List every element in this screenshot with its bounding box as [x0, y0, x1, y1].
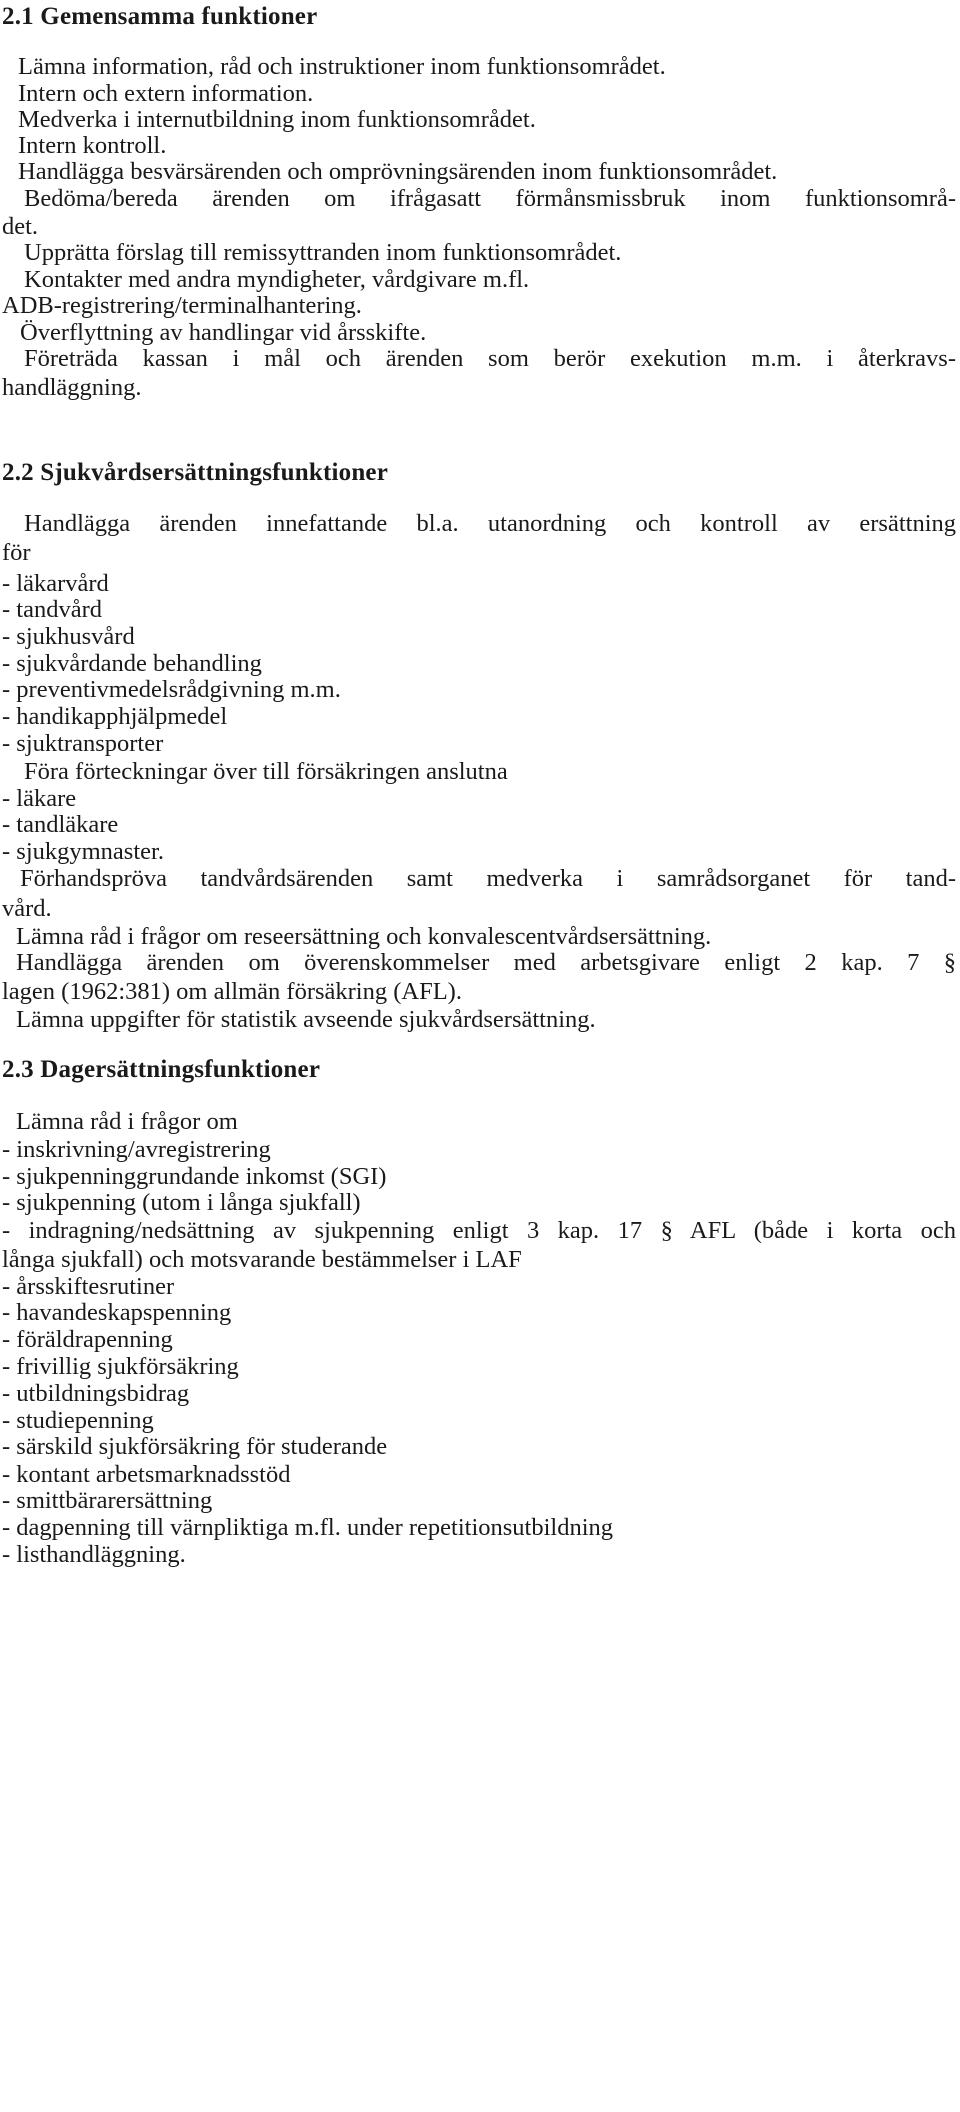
paragraph-line: - havandeskapspenning: [2, 1299, 232, 1326]
paragraph-line: Kontakter med andra myndigheter, vårdgivare m.fl.: [24, 266, 530, 293]
paragraph-line: Lämna information, råd och instruktioner inom funktionsområdet.: [18, 53, 666, 80]
paragraph-line: Handlägga ärenden om överenskommelser med arbetsgivare enligt 2 kap. 7 §: [16, 949, 956, 976]
paragraph-line: Lämna uppgifter för statistik avseende sjukvårdsersättning.: [16, 1006, 596, 1033]
paragraph-line: långa sjukfall) och motsvarande bestämmelser i LAF: [2, 1246, 522, 1273]
paragraph-line: Bedöma/bereda ärenden om ifrågasatt förmånsmissbruk inom funktionsområ-: [24, 185, 956, 212]
paragraph-line: Intern kontroll.: [18, 132, 167, 159]
paragraph-line: - preventivmedelsrådgivning m.m.: [2, 676, 341, 703]
paragraph-line: - läkarvård: [2, 570, 109, 597]
paragraph-line: - indragning/nedsättning av sjukpenning enligt 3 kap. 17 § AFL (både i korta och: [2, 1217, 956, 1244]
paragraph-line: - särskild sjukförsäkring för studerande: [2, 1433, 388, 1460]
section-heading: 2.1 Gemensamma funktioner: [2, 3, 318, 30]
paragraph-line: Företräda kassan i mål och ärenden som berör exekution m.m. i återkravs-: [24, 345, 956, 372]
paragraph-line: ADB-registrering/terminalhantering.: [2, 292, 362, 319]
paragraph-line: - sjukpenning (utom i långa sjukfall): [2, 1189, 361, 1216]
paragraph-line: - dagpenning till värnpliktiga m.fl. under repetitionsutbildning: [2, 1514, 614, 1541]
paragraph-line: för: [2, 539, 31, 566]
paragraph-line: - inskrivning/avregistrering: [2, 1136, 271, 1163]
paragraph-line: - listhandläggning.: [2, 1541, 186, 1568]
paragraph-line: - handikapphjälpmedel: [2, 703, 228, 730]
paragraph-line: lagen (1962:381) om allmän försäkring (AFL).: [2, 978, 462, 1005]
paragraph-line: Handlägga ärenden innefattande bl.a. utanordning och kontroll av ersättning: [24, 510, 956, 537]
paragraph-line: - föräldrapenning: [2, 1326, 173, 1353]
paragraph-line: - kontant arbetsmarknadsstöd: [2, 1461, 291, 1488]
paragraph-line: - sjuktransporter: [2, 730, 164, 757]
paragraph-line: - frivillig sjukförsäkring: [2, 1353, 239, 1380]
paragraph-line: - läkare: [2, 785, 77, 812]
paragraph-line: Förhandspröva tandvårdsärenden samt medverka i samrådsorganet för tand-: [20, 865, 956, 892]
paragraph-line: Lämna råd i frågor om: [16, 1108, 238, 1135]
paragraph-line: - tandläkare: [2, 811, 119, 838]
paragraph-line: - smittbärarersättning: [2, 1487, 213, 1514]
paragraph-line: vård.: [2, 895, 52, 922]
section-heading: 2.2 Sjukvårdsersättningsfunktioner: [2, 459, 389, 486]
paragraph-line: Föra förteckningar över till försäkringen anslutna: [24, 758, 508, 785]
paragraph-line: - utbildningsbidrag: [2, 1380, 190, 1407]
paragraph-line: - studiepenning: [2, 1407, 154, 1434]
paragraph-line: - tandvård: [2, 596, 102, 623]
paragraph-line: Upprätta förslag till remissyttranden inom funktionsområdet.: [24, 239, 622, 266]
paragraph-line: - sjukvårdande behandling: [2, 650, 262, 677]
paragraph-line: Lämna råd i frågor om reseersättning och konvalescentvårdsersättning.: [16, 923, 712, 950]
paragraph-line: Intern och extern information.: [18, 80, 314, 107]
paragraph-line: handläggning.: [2, 374, 142, 401]
paragraph-line: - sjukgymnaster.: [2, 838, 164, 865]
paragraph-line: - sjukpenninggrundande inkomst (SGI): [2, 1163, 387, 1190]
paragraph-line: Handlägga besvärsärenden och omprövningsärenden inom funktionsområdet.: [18, 158, 778, 185]
paragraph-line: det.: [2, 213, 39, 240]
paragraph-line: - sjukhusvård: [2, 623, 135, 650]
paragraph-line: - årsskiftesrutiner: [2, 1273, 175, 1300]
paragraph-line: Överflyttning av handlingar vid årsskifte.: [20, 319, 427, 346]
paragraph-line: Medverka i internutbildning inom funktionsområdet.: [18, 106, 536, 133]
section-heading: 2.3 Dagersättningsfunktioner: [2, 1056, 321, 1083]
